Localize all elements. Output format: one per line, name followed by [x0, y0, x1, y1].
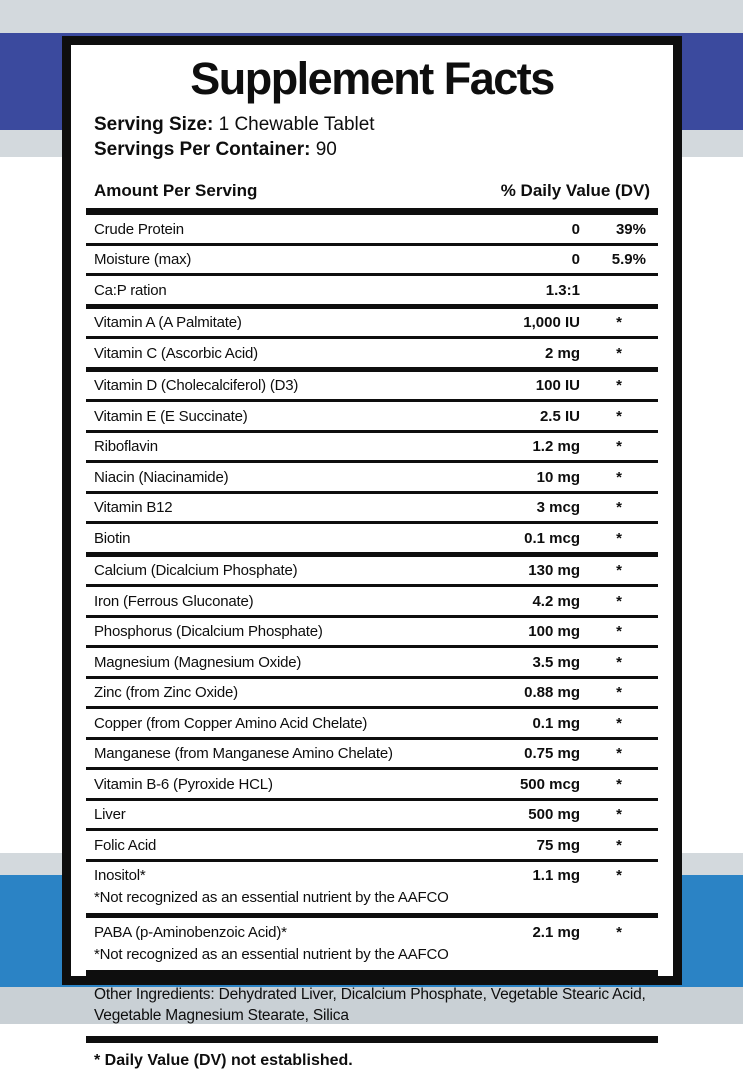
- row-name: PABA (p-Aminobenzoic Acid)*: [94, 923, 287, 941]
- row-dv: *: [616, 836, 622, 854]
- row-amount: 10 mg: [536, 468, 580, 486]
- row-amount: 3.5 mg: [532, 653, 580, 671]
- row-dv: *: [616, 407, 622, 425]
- row-amount: 500 mg: [528, 806, 580, 824]
- table-row-main: [86, 618, 658, 646]
- row-note: *Not recognized as an essential nutrient by the AAFCO: [94, 889, 449, 907]
- row-dv: *: [616, 344, 622, 362]
- table-row: [86, 676, 658, 707]
- row-name: Crude Protein: [94, 220, 184, 238]
- row-amount: 0.1 mcg: [524, 529, 580, 547]
- table-row: [86, 430, 658, 461]
- facts-table: [86, 215, 658, 970]
- table-row-main: [86, 648, 658, 676]
- serving-size-line: [86, 112, 658, 137]
- row-amount: 0.1 mg: [532, 714, 580, 732]
- table-row-main: [86, 276, 658, 304]
- row-dv: *: [616, 529, 622, 547]
- table-row: [86, 367, 658, 400]
- row-name: Liver: [94, 806, 126, 824]
- supplement-facts-panel: [62, 36, 682, 1069]
- row-name: Zinc (from Zinc Oxide): [94, 684, 238, 702]
- row-amount: 100 mg: [528, 623, 580, 641]
- row-name: Vitamin B12: [94, 499, 173, 517]
- facts-header-row: [86, 171, 658, 215]
- table-row: [86, 304, 658, 337]
- row-dv: *: [616, 314, 622, 332]
- row-amount: 130 mg: [528, 562, 580, 580]
- row-name: Magnesium (Magnesium Oxide): [94, 653, 302, 671]
- row-name: Vitamin E (E Succinate): [94, 407, 248, 425]
- serving-size-value: 1 Chewable Tablet: [218, 114, 375, 136]
- row-dv: *: [616, 623, 622, 641]
- row-amount: 1.3:1: [545, 281, 580, 299]
- row-dv: *: [616, 923, 622, 941]
- row-dv: *: [616, 562, 622, 580]
- row-name: Riboflavin: [94, 438, 158, 456]
- row-amount: 2.1 mg: [532, 923, 580, 941]
- row-amount: 0: [571, 220, 580, 238]
- row-dv: 39%: [615, 220, 646, 238]
- table-row: [86, 243, 658, 274]
- daily-value-footnote: * Daily Value (DV) not established.: [86, 1036, 658, 1072]
- row-dv: *: [616, 714, 622, 732]
- amount-per-serving-header: Amount Per Serving: [94, 181, 258, 201]
- table-row: [86, 552, 658, 585]
- table-row-main: [86, 709, 658, 737]
- row-name: Moisture (max): [94, 251, 192, 269]
- row-name: Folic Acid: [94, 836, 157, 854]
- table-row-main: [86, 494, 658, 522]
- row-name: Vitamin C (Ascorbic Acid): [94, 344, 258, 362]
- row-dv: *: [616, 438, 622, 456]
- table-row-main: [86, 215, 658, 243]
- row-name: Inositol*: [94, 867, 146, 885]
- row-dv: *: [616, 468, 622, 486]
- row-name: Ca:P ration: [94, 281, 167, 299]
- servings-per-container-line: [86, 137, 658, 162]
- row-dv: *: [616, 684, 622, 702]
- other-ingredients: Other Ingredients: Dehydrated Liver, Dicalcium Phosphate, Vegetable Stearic Acid, Vegetable Magnesium Stearate, Silica: [86, 970, 658, 1036]
- row-name: Niacin (Niacinamide): [94, 468, 229, 486]
- table-row-main: [86, 918, 658, 946]
- serving-size-label: Serving Size:: [94, 114, 214, 136]
- servings-per-container-value: 90: [315, 139, 337, 161]
- table-row: [86, 645, 658, 676]
- table-row: [86, 706, 658, 737]
- table-row: [86, 798, 658, 829]
- table-row-main: [86, 524, 658, 552]
- row-name: Biotin: [94, 529, 131, 547]
- table-row: [86, 273, 658, 304]
- table-row: [86, 399, 658, 430]
- table-row: [86, 521, 658, 552]
- table-row: [86, 828, 658, 859]
- row-amount: 1.2 mg: [532, 438, 580, 456]
- row-name: Vitamin D (Cholecalciferol) (D3): [94, 377, 299, 395]
- servings-per-container-label: Servings Per Container:: [94, 139, 311, 161]
- row-amount: 3 mcg: [536, 499, 580, 517]
- table-row: [86, 913, 658, 970]
- row-amount: 2.5 IU: [539, 407, 580, 425]
- row-dv: 5.9%: [611, 251, 646, 269]
- row-name: Phosphorus (Dicalcium Phosphate): [94, 623, 323, 641]
- row-dv: *: [616, 499, 622, 517]
- table-row: [86, 615, 658, 646]
- row-amount: 500 mcg: [519, 775, 580, 793]
- row-name: Copper (from Copper Amino Acid Chelate): [94, 714, 368, 732]
- row-dv: *: [616, 745, 622, 763]
- table-row: [86, 584, 658, 615]
- row-dv: *: [616, 592, 622, 610]
- row-dv: *: [616, 806, 622, 824]
- row-amount: 4.2 mg: [532, 592, 580, 610]
- table-row-main: [86, 339, 658, 367]
- table-row-main: [86, 679, 658, 707]
- table-row-main: [86, 770, 658, 798]
- row-dv: *: [616, 867, 622, 885]
- table-row-main: [86, 372, 658, 400]
- row-amount: 0.75 mg: [524, 745, 580, 763]
- table-row: [86, 859, 658, 914]
- table-row-main: [86, 557, 658, 585]
- row-amount: 2 mg: [544, 344, 580, 362]
- row-amount: 75 mg: [536, 836, 580, 854]
- table-row: [86, 336, 658, 367]
- table-row-main: [86, 246, 658, 274]
- row-name: Calcium (Dicalcium Phosphate): [94, 562, 298, 580]
- row-amount: 1,000 IU: [523, 314, 580, 332]
- table-row-main: [86, 801, 658, 829]
- row-dv: *: [616, 775, 622, 793]
- row-amount: 1.1 mg: [532, 867, 580, 885]
- table-row: [86, 491, 658, 522]
- table-row: [86, 215, 658, 243]
- panel-title: Supplement Facts: [190, 53, 554, 104]
- table-row-main: [86, 433, 658, 461]
- table-row-main: [86, 862, 658, 890]
- table-row: [86, 460, 658, 491]
- row-name: Vitamin A (A Palmitate): [94, 314, 242, 332]
- row-dv: *: [616, 653, 622, 671]
- table-row-main: [86, 587, 658, 615]
- row-note: *Not recognized as an essential nutrient by the AAFCO: [94, 945, 449, 963]
- table-row: [86, 737, 658, 768]
- table-row: [86, 767, 658, 798]
- table-row-main: [86, 463, 658, 491]
- table-row-main: [86, 831, 658, 859]
- row-amount: 0: [571, 251, 580, 269]
- row-name: Vitamin B-6 (Pyroxide HCL): [94, 775, 273, 793]
- table-row-main: [86, 309, 658, 337]
- row-dv: *: [616, 377, 622, 395]
- row-amount: 100 IU: [535, 377, 580, 395]
- row-amount: 0.88 mg: [524, 684, 580, 702]
- daily-value-header: % Daily Value (DV): [500, 181, 650, 201]
- table-row-main: [86, 740, 658, 768]
- table-row-main: [86, 402, 658, 430]
- row-name: Iron (Ferrous Gluconate): [94, 592, 254, 610]
- row-name: Manganese (from Manganese Amino Chelate): [94, 745, 393, 763]
- top-gray-band: [0, 0, 743, 33]
